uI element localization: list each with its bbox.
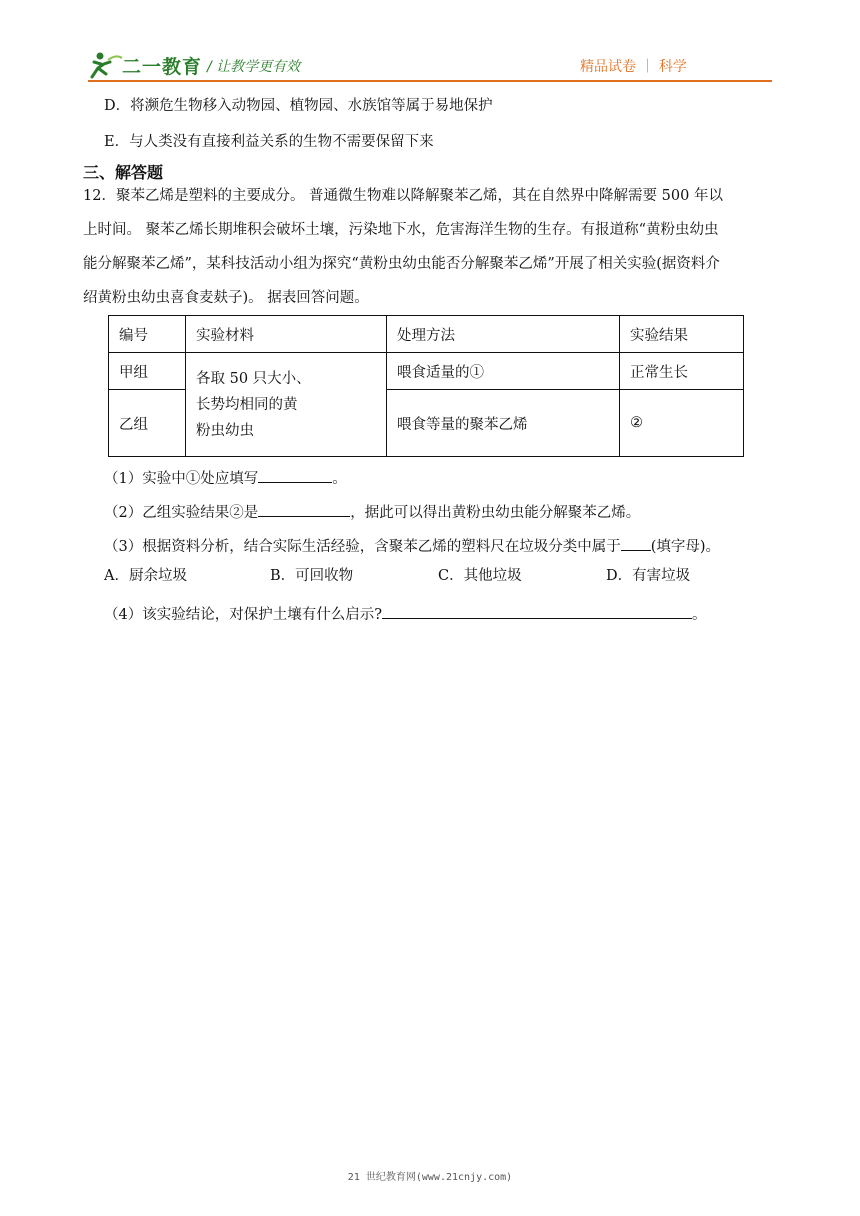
section-title: 三、解答题	[83, 163, 164, 182]
answer-blank[interactable]	[258, 466, 332, 483]
header-cell: 实验材料	[186, 316, 387, 353]
material-line: 长势均相同的黄	[196, 396, 298, 413]
question-line-1: 12．聚苯乙烯是塑料的主要成分。 普通微生物难以降解聚苯乙烯，其在自然界中降解需要 500 年以	[83, 188, 723, 204]
result-cell: 正常生长	[620, 353, 744, 390]
question-line-4: 绍黄粉虫幼虫喜食麦麸子)。 据表回答问题。	[83, 290, 369, 306]
sub-question-1	[104, 466, 347, 489]
header-category: 精品试卷 ｜ 科学	[580, 59, 687, 75]
method-cell: 喂食等量的聚苯乙烯	[387, 390, 620, 457]
option-b: B．可回收物	[270, 568, 354, 584]
sub-question-text: （3）根据资料分析，结合实际生活经验，含聚苯乙烯的塑料尺在垃圾分类中属于	[104, 539, 621, 555]
header-divider	[88, 80, 772, 82]
answer-blank[interactable]	[621, 534, 651, 551]
sub-question-text: (填字母)。	[650, 539, 721, 555]
header-cell: 编号	[109, 316, 186, 353]
question-line-2: 上时间。 聚苯乙烯长期堆积会破坏土壤，污染地下水，危害海洋生物的生存。有报道称“黄粉虫幼虫	[83, 222, 719, 238]
material-cell	[186, 353, 387, 457]
method-cell: 喂食适量的①	[387, 353, 620, 390]
header-cell: 处理方法	[387, 316, 620, 353]
question-line-3: 能分解聚苯乙烯”，某科技活动小组为探究“黄粉虫幼虫能否分解聚苯乙烯”开展了相关实验(据资料介	[83, 256, 720, 272]
material-line: 各取 50 只大小、	[196, 370, 311, 387]
material-line: 粉虫幼虫	[196, 422, 254, 439]
group-cell: 甲组	[109, 353, 186, 390]
sub-question-text: 。	[692, 607, 707, 623]
option-a: A．厨余垃圾	[104, 568, 187, 584]
table-header-row	[109, 316, 744, 353]
result-cell: ②	[620, 390, 744, 457]
answer-blank[interactable]	[382, 602, 692, 619]
sub-question-2	[104, 500, 640, 523]
table-row	[109, 353, 744, 390]
option-e: E．与人类没有直接利益关系的生物不需要保留下来	[104, 134, 434, 150]
footer: 21 世纪教育网(www.21cnjy.com)	[347, 1172, 513, 1183]
header-cell: 实验结果	[620, 316, 744, 353]
logo-text: 二一教育	[122, 56, 203, 78]
sub-question-text: （2）乙组实验结果②是	[104, 505, 259, 521]
slogan: / 让教学更有效	[207, 59, 301, 75]
sub-question-4	[104, 602, 707, 625]
answer-blank[interactable]	[258, 500, 350, 517]
option-d: D．将濒危生物移入动物园、植物园、水族馆等属于易地保护	[104, 98, 493, 114]
sub-question-text: （4）该实验结论，对保护土壤有什么启示?	[104, 607, 382, 623]
sub-question-3	[104, 534, 720, 557]
experiment-table	[108, 315, 744, 457]
sub-question-text: 。	[332, 471, 347, 487]
sub-question-text: （1）实验中①处应填写	[104, 471, 259, 487]
option-d-waste: D．有害垃圾	[606, 568, 691, 584]
group-cell: 乙组	[109, 390, 186, 457]
option-c: C．其他垃圾	[438, 568, 522, 584]
sub-question-text: ，据此可以得出黄粉虫幼虫能分解聚苯乙烯。	[350, 505, 641, 521]
